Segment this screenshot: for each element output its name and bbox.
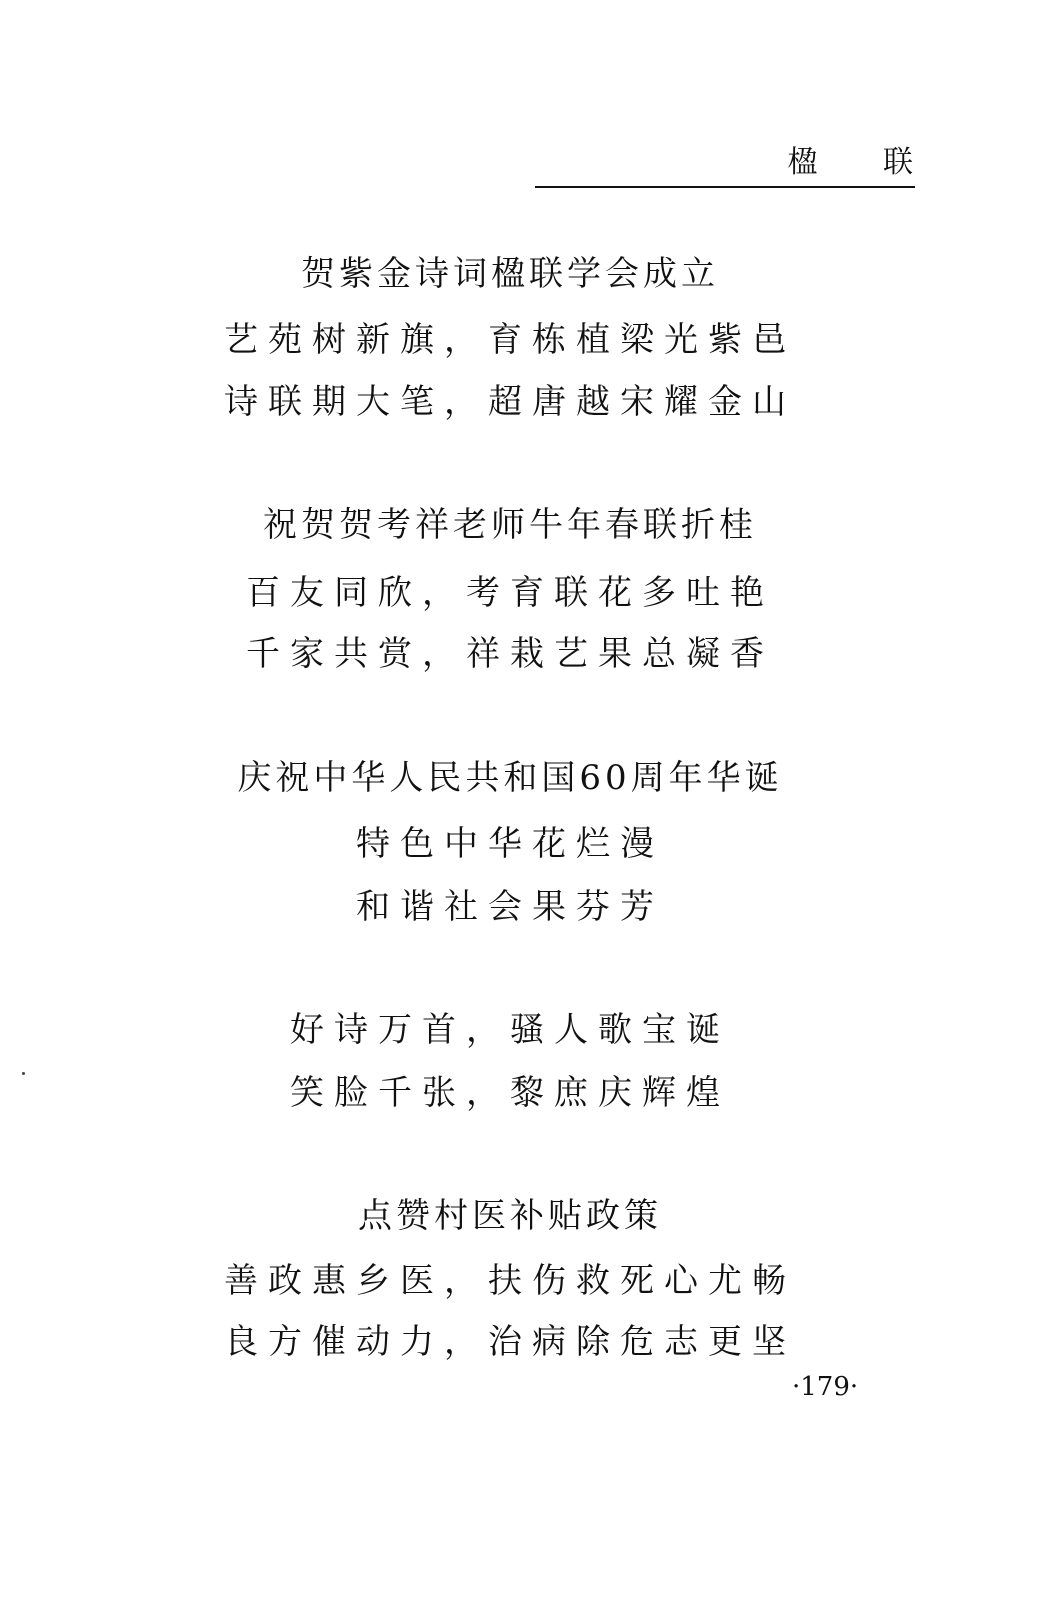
couplet-line: 好诗万首，骚人歌宝诞 xyxy=(290,1010,730,1050)
page-number: ·179· xyxy=(792,1372,859,1402)
couplet-title: 点赞村医补贴政策 xyxy=(358,1196,662,1236)
header-rule xyxy=(535,186,915,188)
couplet-line: 艺苑树新旗，育栋植梁光紫邑 xyxy=(224,320,796,360)
couplet-line: 良方催动力，治病除危志更坚 xyxy=(224,1322,796,1362)
couplet-line: 诗联期大笔，超唐越宋耀金山 xyxy=(224,382,796,422)
couplet-line: 笑脸千张，黎庶庆辉煌 xyxy=(290,1073,730,1113)
couplet-title: 庆祝中华人民共和国60周年华诞 xyxy=(237,758,783,798)
scan-speck xyxy=(22,1072,25,1075)
couplet-line: 千家共赏，祥栽艺果总凝香 xyxy=(246,634,774,674)
couplet-line: 善政惠乡医，扶伤救死心尤畅 xyxy=(224,1261,796,1301)
couplet-line: 和谐社会果芬芳 xyxy=(356,887,664,927)
couplet-title: 祝贺贺考祥老师牛年春联折桂 xyxy=(263,505,757,545)
couplet-line: 特色中华花烂漫 xyxy=(356,824,664,864)
section-header-label: 楹 联 xyxy=(787,145,941,180)
couplet-line: 百友同欣，考育联花多吐艳 xyxy=(246,573,774,613)
couplet-title: 贺紫金诗词楹联学会成立 xyxy=(301,254,719,294)
